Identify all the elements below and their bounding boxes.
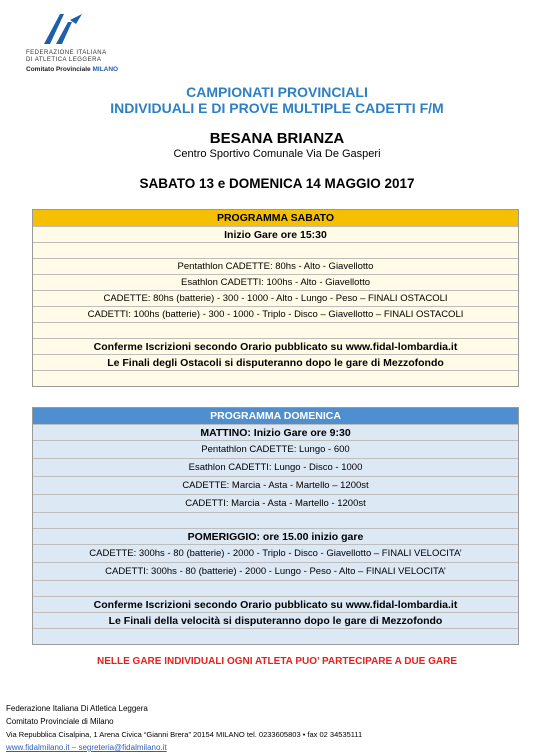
event-location: BESANA BRIANZA (209, 130, 345, 147)
saturday-header: PROGRAMMA SABATO (33, 210, 518, 226)
event-subtitle: INDIVIDUALI E DI PROVE MULTIPLE CADETTI F/M (110, 100, 444, 116)
table-row: CADETTI: Marcia - Asta - Martello - 1200st (33, 494, 518, 512)
table-row-empty (33, 580, 518, 596)
saturday-start-time: Inizio Gare ore 15:30 (33, 226, 518, 242)
footer-committee: Comitato Provinciale di Milano (6, 717, 114, 726)
table-row: CADETTI: 300hs - 80 (batterie) - 2000 - Lungo - Peso - Alto – FINALI VELOCITA’ (33, 562, 518, 580)
logo-text-line3 (26, 66, 118, 73)
table-row: CADETTE: Marcia - Asta - Martello – 1200st (33, 476, 518, 494)
table-row: CADETTE: 80hs (batterie) - 300 - 1000 - Alto - Lungo - Peso – FINALI OSTACOLI (33, 290, 518, 306)
logo-city: MILANO (92, 66, 119, 73)
saturday-finals-note: Le Finali degli Ostacoli si disputeranno dopo le gare di Mezzofondo (33, 354, 518, 370)
logo-text-line2: DI ATLETICA LEGGERA (26, 57, 102, 63)
sunday-program-table (32, 407, 519, 645)
logo-text-line1: FEDERAZIONE ITALIANA (26, 50, 107, 56)
event-venue: Centro Sportivo Comunale Via De Gasperi (173, 148, 381, 160)
footer-address: Via Repubblica Cisalpina, 1 Arena Civica “Gianni Brera” 20154 MILANO tel. 0233605803 • fax 02 34535111 (6, 730, 363, 739)
table-row: Pentathlon CADETTE: 80hs - Alto - Giavellotto (33, 258, 518, 274)
event-dates: SABATO 13 e DOMENICA 14 MAGGIO 2017 (139, 176, 415, 191)
event-title: CAMPIONATI PROVINCIALI (186, 84, 368, 100)
participation-notice: NELLE GARE INDIVIDUALI OGNI ATLETA PUO’ PARTECIPARE A DUE GARE (96, 656, 457, 667)
sunday-registration-note: Conferme Iscrizioni secondo Orario pubblicato su www.fidal-lombardia.it (33, 596, 518, 612)
fidal-logo-mark-icon (40, 10, 84, 48)
table-row-empty (33, 242, 518, 258)
saturday-registration-note: Conferme Iscrizioni secondo Orario pubblicato su www.fidal-lombardia.it (33, 338, 518, 354)
sunday-morning-start: MATTINO: Inizio Gare ore 9:30 (33, 424, 518, 440)
table-row: CADETTI: 100hs (batterie) - 300 - 1000 - Triplo - Disco – Giavellotto – FINALI OSTACOLI (33, 306, 518, 322)
table-row: Pentathlon CADETTE: Lungo - 600 (33, 440, 518, 458)
table-row-empty (33, 370, 518, 386)
footer-website-link[interactable]: www.fidalmilano.it – segreteria@fidalmilano.it (6, 743, 167, 752)
table-row-empty (33, 322, 518, 338)
table-row: Esathlon CADETTI: 100hs - Alto - Giavellotto (33, 274, 518, 290)
footer-org-name: Federazione Italiana Di Atletica Leggera (6, 704, 148, 713)
saturday-program-table (32, 209, 519, 387)
sunday-finals-note: Le Finali della velocità si disputeranno dopo le gare di Mezzofondo (33, 612, 518, 628)
logo-committee: Comitato Provinciale (26, 66, 91, 73)
table-row: Esathlon CADETTI: Lungo - Disco - 1000 (33, 458, 518, 476)
table-row-empty (33, 628, 518, 644)
table-row-empty (33, 512, 518, 528)
sunday-afternoon-start: POMERIGGIO: ore 15.00 inizio gare (33, 528, 518, 544)
fidal-logo (8, 10, 119, 73)
footer (6, 702, 362, 754)
sunday-header: PROGRAMMA DOMENICA (33, 408, 518, 424)
table-row: CADETTE: 300hs - 80 (batterie) - 2000 - Triplo - Disco - Giavellotto – FINALI VELOCITA’ (33, 544, 518, 562)
